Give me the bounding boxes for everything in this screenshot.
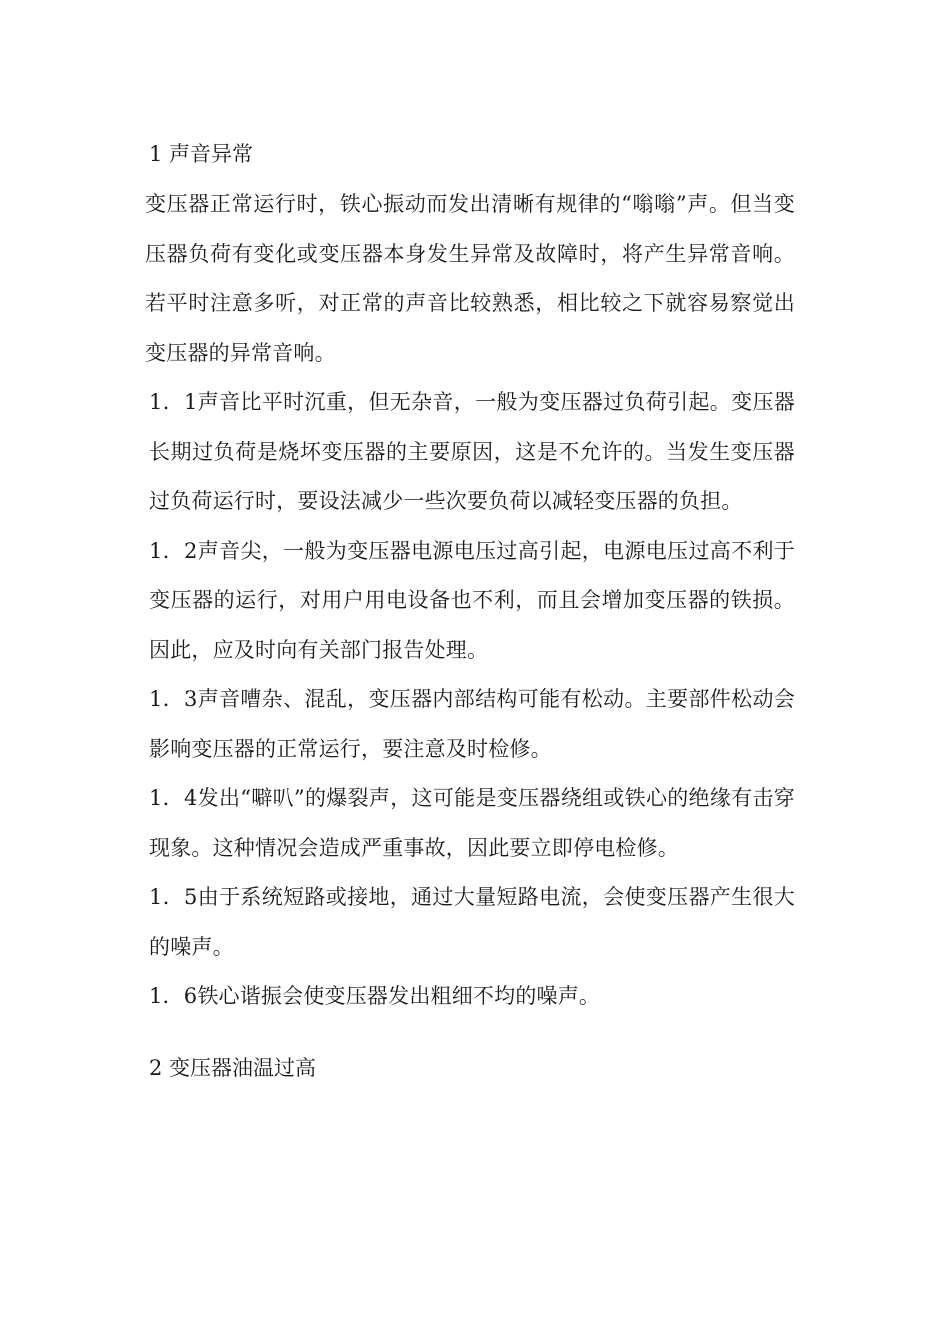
list-item: 1．3声音嘈杂、混乱，变压器内部结构可能有松动。主要部件松动会影响变压器的正常运行，要注意及时检修。 [149,687,795,761]
list-item: 1．2声音尖，一般为变压器电源电压过高引起，电源电压过高不利于变压器的运行，对用户用电设备也不利，而且会增加变压器的铁损。因此，应及时向有关部门报告处理。 [149,538,795,662]
list-item: 1．5由于系统短路或接地，通过大量短路电流，会使变压器产生很大的噪声。 [149,885,795,959]
list-item: 1．1声音比平时沉重，但无杂音，一般为变压器过负荷引起。变压器长期过负荷是烧坏变压器的主要原因，这是不允许的。当发生变压器过负荷运行时，要设法减少一些次要负荷以减轻变压器的负担。 [149,390,795,513]
section-heading-sound-abnormal: 1 声音异常 [149,142,254,166]
list-item: 1．4发出“噼叭”的爆裂声，这可能是变压器绕组或铁心的绝缘有击穿现象。这种情况会造成严重事故，因此要立即停电检修。 [149,786,795,860]
section-gap [145,1022,795,1044]
document-page [145,130,795,1092]
section-heading-oil-temperature: 2 变压器油温过高 [149,1055,317,1080]
section-intro-paragraph: 变压器正常运行时，铁心振动而发出清晰有规律的“嗡嗡”声。但当变压器负荷有变化或变压器本身发生异常及故障时，将产生异常音响。若平时注意多听，对正常的声音比较熟悉，相比较之下就容易察觉出变压器的异常音响。 [145,192,795,365]
list-item: 1．6铁心谐振会使变压器发出粗细不均的噪声。 [149,984,601,1008]
